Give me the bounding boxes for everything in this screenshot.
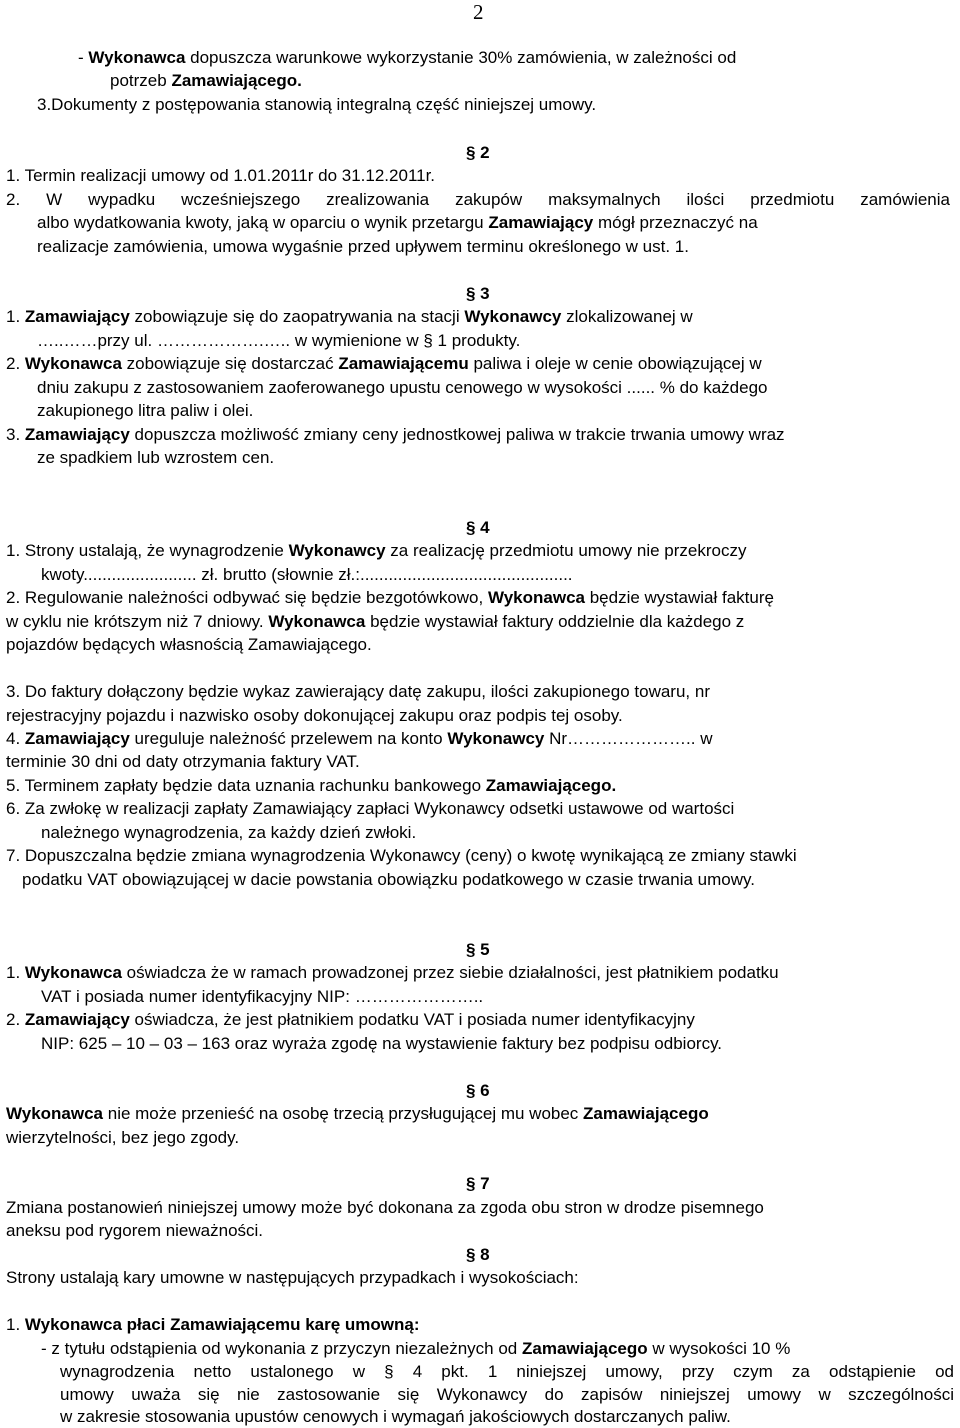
s3-line7: ze spadkiem lub wzrostem cen. (37, 448, 275, 467)
s6-line2: wierzytelności, bez jego zgody. (6, 1128, 240, 1147)
s4-line14: podatku VAT obowiązującej w dacie powstania obowiązku podatkowego w czasie trwania umowy. (22, 870, 755, 889)
s3-line3: 2. Wykonawca zobowiązuje się dostarczać Zamawiającemu paliwa i oleje w cenie obowiązującej w (6, 354, 762, 373)
s4-line13: 7. Dopuszczalna będzie zmiana wynagrodzenia Wykonawcy (ceny) o kwotę wynikającą ze zmiany stawki (6, 846, 797, 865)
s4-line6: 3. Do faktury dołączony będzie wykaz zawierający datę zakupu, ilości zakupionego towaru, nr (6, 682, 710, 701)
section-5-heading: § 5 (466, 940, 490, 959)
s4-line7: rejestracyjny pojazdu i nazwisko osoby dokonującej zakupu oraz podpis tej osoby. (6, 706, 623, 725)
s4-line12: należnego wynagrodzenia, za każdy dzień zwłoki. (41, 823, 417, 842)
s1-line1: - Wykonawca dopuszcza warunkowe wykorzystanie 30% zamówienia, w zależności od (78, 48, 737, 67)
s6-line1: Wykonawca nie może przenieść na osobę trzecią przysługującej mu wobec Zamawiającego (6, 1104, 709, 1123)
s4-line10: 5. Terminem zapłaty będzie data uznania rachunku bankowego Zamawiającego. (6, 776, 617, 795)
page-number: 2 (473, 0, 484, 24)
s1-line2: potrzeb Zamawiającego. (110, 71, 302, 90)
s3-line2: …..……przy ul. ……………….….. w wymienione w § 1 produkty. (37, 331, 521, 350)
section-2-heading: § 2 (466, 143, 490, 162)
s4-line4: w cyklu nie krótszym niż 7 dniowy. Wykonawca będzie wystawiał faktury oddzielnie dla każdego z (6, 612, 745, 631)
s8-line1: Strony ustalają kary umowne w następujących przypadkach i wysokościach: (6, 1268, 579, 1287)
s4-line8: 4. Zamawiający ureguluje należność przelewem na konto Wykonawcy Nr………………….. w (6, 729, 713, 748)
section-3-heading: § 3 (466, 284, 490, 303)
s8-line2: 1. Wykonawca płaci Zamawiającemu karę umowną: (6, 1315, 420, 1334)
s3-line6: 3. Zamawiający dopuszcza możliwość zmiany ceny jednostkowej paliwa w trakcie trwania umowy wraz (6, 425, 785, 444)
s7-line2: aneksu pod rygorem nieważności. (6, 1221, 264, 1240)
s4-line5: pojazdów będących własnością Zamawiającego. (6, 635, 372, 654)
s3-line4: dniu zakupu z zastosowaniem zaoferowanego upustu cenowego w wysokości ...... % do każdego (37, 378, 768, 397)
s5-line4: NIP: 625 – 10 – 03 – 163 oraz wyraża zgodę na wystawienie faktury bez podpisu odbiorcy. (41, 1034, 723, 1053)
s4-line2: kwoty........................ zł. brutto (słownie zł.:............................................. (41, 565, 573, 584)
s3-line5: zakupionego litra paliw i olei. (37, 401, 254, 420)
s2-line1: 1. Termin realizacji umowy od 1.01.2011r do 31.12.2011r. (6, 166, 436, 185)
s5-line2: VAT i posiada numer identyfikacyjny NIP: ………………….. (41, 987, 484, 1006)
s8-line6: w zakresie stosowania upustów cenowych i wymagań jakościowych dostarczanych paliw. (60, 1407, 731, 1426)
s8-line5: umowy uważa się nie zastosowanie się Wykonawcy do zapisów niniejszej umowy w szczególności (60, 1385, 954, 1404)
s4-line9: terminie 30 dni od daty otrzymania faktury VAT. (6, 752, 360, 771)
s7-line1: Zmiana postanowień niniejszej umowy może być dokonana za zgoda obu stron w drodze pisemnego (6, 1198, 764, 1217)
s1-line3: 3.Dokumenty z postępowania stanowią integralną część niniejszej umowy. (37, 95, 597, 114)
s4-line3: 2. Regulowanie należności odbywać się będzie bezgotówkowo, Wykonawca będzie wystawiał fakturę (6, 588, 774, 607)
s3-line1: 1. Zamawiający zobowiązuje się do zaopatrywania na stacji Wykonawcy zlokalizowanej w (6, 307, 693, 326)
s4-line11: 6. Za zwłokę w realizacji zapłaty Zamawiający zapłaci Wykonawcy odsetki ustawowe od wartości (6, 799, 735, 818)
s8-line4: wynagrodzenia netto ustalonego w § 4 pkt. 1 niniejszej umowy, przy czym za odstąpienie od (60, 1362, 954, 1381)
s5-line1: 1. Wykonawca oświadcza że w ramach prowadzonej przez siebie działalności, jest płatnikiem podatku (6, 963, 779, 982)
s4-line1: 1. Strony ustalają, że wynagrodzenie Wykonawcy za realizację przedmiotu umowy nie przekroczy (6, 541, 747, 560)
section-7-heading: § 7 (466, 1174, 490, 1193)
section-6-heading: § 6 (466, 1081, 490, 1100)
s5-line3: 2. Zamawiający oświadcza, że jest płatnikiem podatku VAT i posiada numer identyfikacyjny (6, 1010, 695, 1029)
section-8-heading: § 8 (466, 1245, 490, 1264)
section-4-heading: § 4 (466, 518, 490, 537)
s2-line3: albo wydatkowania kwoty, jaką w oparciu o wynik przetargu Zamawiający mógł przeznaczyć na (37, 213, 758, 232)
s8-line3: - z tytułu odstąpienia od wykonania z przyczyn niezależnych od Zamawiającego w wysokości 10 % (41, 1339, 791, 1358)
s2-line4: realizacje zamówienia, umowa wygaśnie przed upływem terminu określonego w ust. 1. (37, 237, 689, 256)
s2-line2: 2. W wypadku wcześniejszego zrealizowania zakupów maksymalnych ilości przedmiotu zamówienia (6, 190, 950, 209)
